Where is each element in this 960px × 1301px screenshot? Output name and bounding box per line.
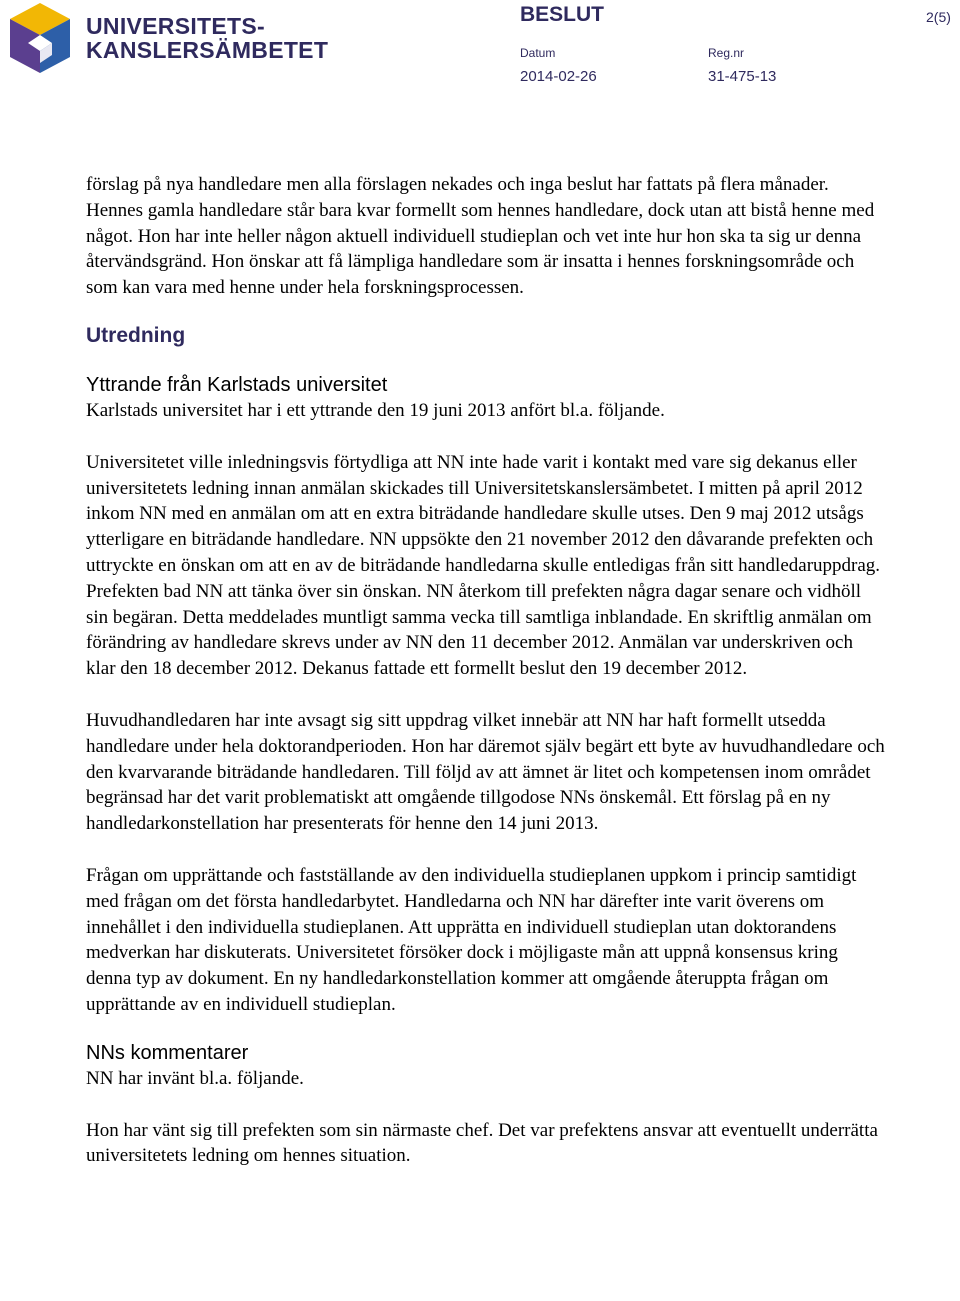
logo-cube-icon — [8, 1, 72, 75]
regnr-value: 31-475-13 — [708, 68, 777, 85]
date-value: 2014-02-26 — [520, 68, 597, 85]
intro-paragraph: förslag på nya handledare men alla förslagen nekades och inga beslut har fattats på flera månader. Hennes gamla handledare står bara kvar formellt som hennes handledare, dock utan att bistå henne med något. Hon har inte heller någon aktuell individuell studieplan och vet inte hur hon ska ta sig ur denna återvändsgränd. Hon önskar att få lämpliga handledare som är insatta i hennes forskningsområde och som kan vara med henne under hela forskningsprocessen. — [86, 174, 875, 299]
paragraph-2: Huvudhandledaren har inte avsagt sig sitt uppdrag vilket innebär att NN har haft formellt utsedda handledare under hela doktorandperioden. Hon har däremot själv begärt ett byte av huvudhandledare och den kvarvarande biträdande handledaren. Till följd av att ämnet är litet och kompetensen inom området begränsad har det varit problematiskt att omgående tillgodose NNs önskemål. Ett förslag på en ny handledarkonstellation har presenterats för henne den 14 juni 2013. — [86, 709, 885, 835]
paragraph-4: Hon har vänt sig till prefekten som sin närmaste chef. Det var prefektens ansvar att eventuellt underrätta universitetets ledning om hennes situation. — [86, 1119, 878, 1167]
org-line-1: UNIVERSITETS- — [86, 13, 265, 39]
organization-name — [86, 14, 328, 62]
paragraph-1: Universitetet ville inledningsvis förtydliga att NN inte hade varit i kontakt med vare sig dekanus eller universitetets ledning innan anmälan skickades till Universitetskanslersämbetet. I mitten på april 2012 inkom NN med en anmälan om att en extra biträdande handledare skulle utses. Den 9 maj 2012 utsågs ytterligare en biträdande handledare. NN uppsökte den 21 november 2012 den dåvarande prefekten och uttryckte en önskan om att en av de biträdande handledarna skulle entledigas från sitt handledaruppdrag. Prefekten bad NN att tänka över sin önskan. NN återkom till prefekten några dagar senare och vidhöll sin begäran. Detta meddelades muntligt samma vecka till samtliga inblandade. En skriftlig anmälan om förändring av handledare skrevs under av NN den 11 december 2012. Anmälan var underskriven och klar den 18 december 2012. Dekanus fattade ett formellt beslut den 19 december 2012. — [86, 451, 881, 680]
subheading-kommentarer: NNs kommentarer — [86, 1041, 249, 1064]
yttrande-intro: Karlstads universitet har i ett yttrande den 19 juni 2013 anfört bl.a. följande. — [86, 399, 665, 421]
org-line-2: KANSLERSÄMBETET — [86, 37, 329, 63]
paragraph-3: Frågan om upprättande och fastställande av den individuella studieplanen uppkom i princip samtidigt med frågan om det första handledarbytet. Handledarna och NN har därefter inte varit överens om innehållet i den individuella studieplanen. Att upprätta en individuell studieplan utan doktorandens medverkan har diskuterats. Universitetet försöker dock i möjligaste mån att uppnå konsensus kring denna typ av dokument. En ny handledarkonstellation kommer att omgående återuppta frågan om upprättande av en individuell studieplan. — [86, 864, 857, 1015]
subheading-yttrande: Yttrande från Karlstads universitet — [86, 373, 388, 396]
date-label: Datum — [520, 46, 556, 60]
regnr-label: Reg.nr — [708, 46, 745, 60]
document-type: BESLUT — [520, 3, 604, 26]
page-number: 2(5) — [926, 9, 951, 25]
kommentarer-intro: NN har invänt bl.a. följande. — [86, 1067, 304, 1089]
document-body — [86, 172, 886, 1195]
section-heading-utredning: Utredning — [86, 323, 186, 347]
